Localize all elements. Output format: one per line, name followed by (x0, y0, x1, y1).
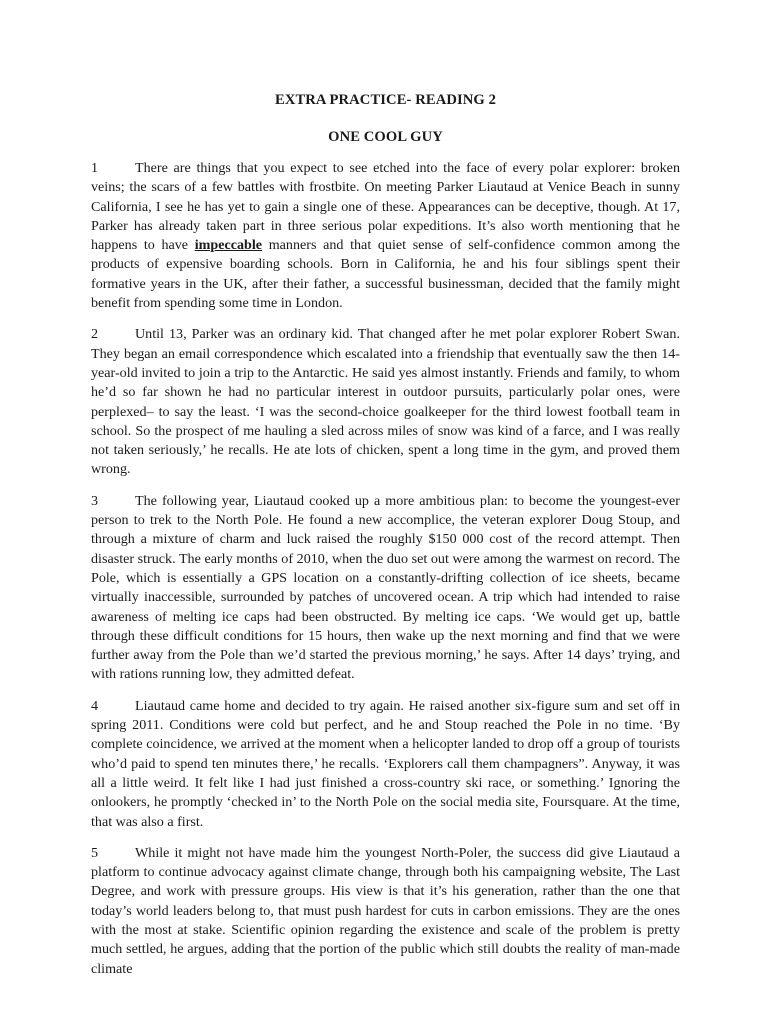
paragraph-5 (91, 844, 680, 979)
article-title: ONE COOL GUY (328, 129, 443, 145)
paragraph-1 (91, 159, 680, 313)
paragraph-number: 2 (91, 326, 99, 343)
paragraph-number: 5 (91, 844, 99, 861)
paragraph-text: There are things that you expect to see etched into the face of every polar explorer: broken veins; the scars of a few battles with frostbite. On meeting Parker Liautaud at Venice Beach in sunny California, I see he has yet to gain a single one of these. Appearances can be deceptive, though. At 17, Parker has already taken part in three serious polar expeditions. It’s also worth mentioning that he happens to have (91, 160, 680, 254)
paragraph-number: 3 (91, 492, 99, 509)
paragraph-2 (91, 325, 680, 479)
paragraph-text: manners and that quiet sense of self-confidence common among the products of expensive boarding schools. Born in California, he and his four siblings spent their formative years in the UK, after their father, a successful businessman, decided that the family might benefit from spending some time in London. (91, 237, 681, 312)
paragraph-text: Until 13, Parker was an ordinary kid. That changed after he met polar explorer Robert Swan. They began an email correspondence which escalated into a friendship that eventually saw the then 14-year-old invited to join a trip to the Antarctic. He said yes almost instantly. Friends and family, to whom he’d so far shown he had no particular interest in outdoor pursuits, particularly polar ones, were perplexed– to say the least. ‘I was the second-choice goalkeeper for the third lowest football team in school. So the prospect of me hauling a sled across miles of snow was kind of a farce, and I was really not taken seriously,’ he recalls. He ate lots of chicken, spent a long time in the gym, and proved them wrong. (91, 326, 680, 478)
document-title: EXTRA PRACTICE- READING 2 (274, 92, 497, 108)
paragraph-text: Liautaud came home and decided to try again. He raised another six-figure sum and set off in spring 2011. Conditions were cold but perfect, and he and Stoup reached the Pole in no time. ‘By complete coincidence, we arrived at the moment when a helicopter landed to drop off a group of tourists who’d paid to spend ten minutes there,’ he recalls. ‘Explorers call them champagners”. Anyway, it was all a little weird. It felt like I had just finished a cross-country ski race, or something.’ Ignoring the onlookers, he promptly ‘checked in’ to the North Pole on the social media site, Foursquare. At the time, that was also a first. (91, 697, 680, 830)
paragraph-4 (91, 697, 680, 832)
paragraph-number: 4 (91, 697, 99, 714)
paragraph-text: The following year, Liautaud cooked up a more ambitious plan: to become the youngest-ever person to trek to the North Pole. He found a new accomplice, the veteran explorer Doug Stoup, and through a mixture of charm and luck raised the roughly $150 000 cost of the record attempt. Then disaster struck. The early months of 2010, when the duo set out were among the warmest on record. The Pole, which is essentially a GPS location on a constantly-drifting collection of ice sheets, became virtually inaccessible, surrounded by patches of uncovered ocean. A trip which had intended to raise awareness of melting ice caps had been obstructed. By melting ice caps. ‘We would get up, battle through these difficult conditions for 15 hours, then wake up the next morning and find that we were further away from the Pole than we’d started the previous morning,’ he says. After 14 days’ trying, and with rations running low, they admitted defeat. (91, 492, 680, 683)
paragraph-number: 1 (91, 160, 99, 176)
paragraph-text: While it might not have made him the youngest North-Poler, the success did give Liautaud a platform to continue advocacy against climate change, through both his campaigning website, The Last Degree, and work with pressure groups. His view is that it’s his generation, rather than the one that today’s world leaders belong to, that must push hardest for cuts in carbon emissions. They are the ones with the most at stake. Scientific opinion regarding the existence and scale of the problem is pretty much settled, he argues, adding that the portion of the public which still doubts the reality of man-made climate (91, 844, 680, 977)
paragraph-3 (91, 492, 680, 685)
highlighted-word: impeccable (194, 237, 263, 254)
